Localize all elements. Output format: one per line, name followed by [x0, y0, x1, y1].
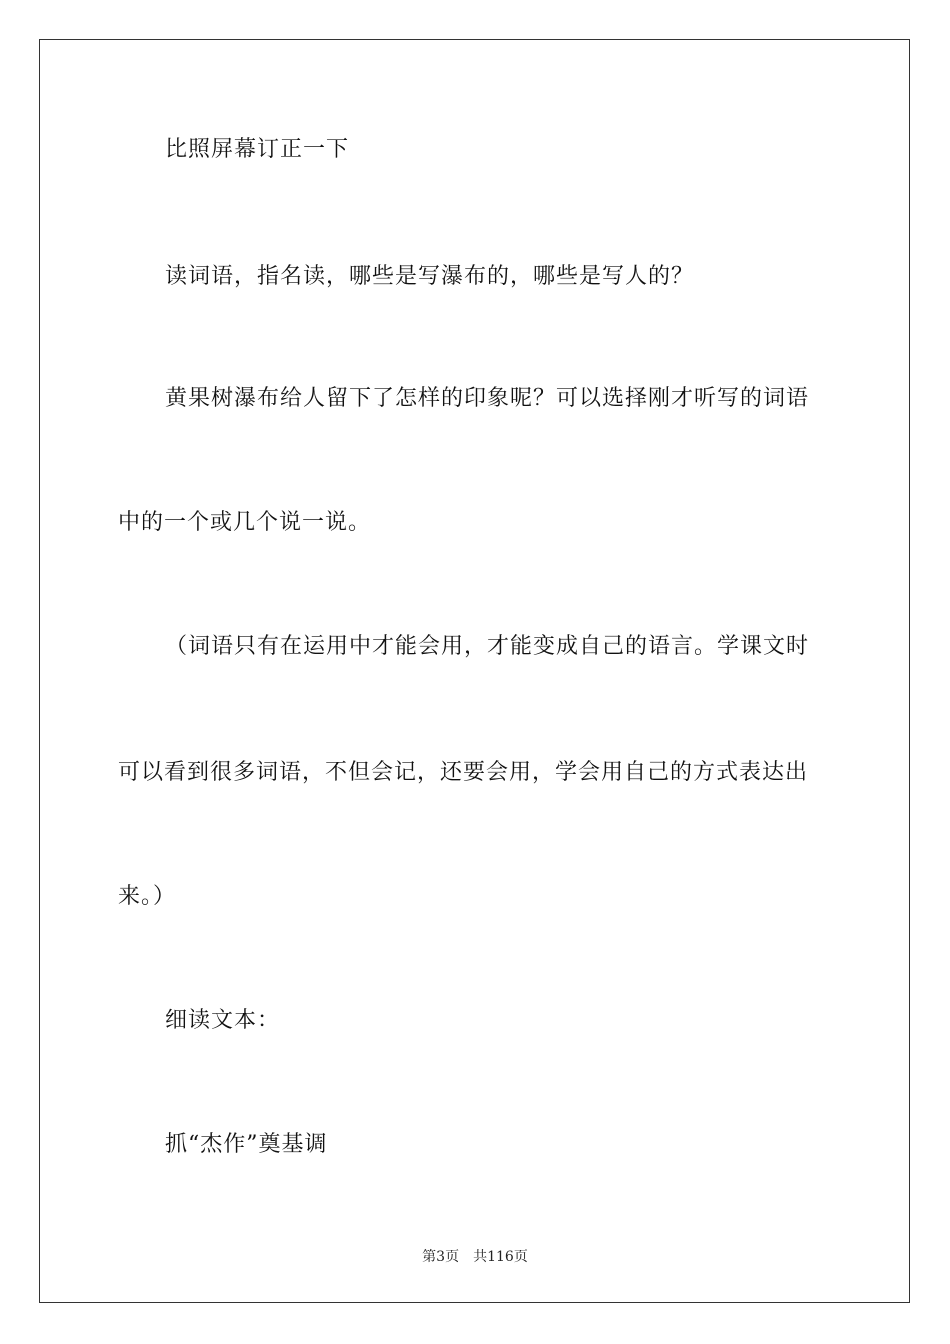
paragraph-line-7: 来。） [118, 884, 177, 909]
page-total: 共116页 [473, 1249, 528, 1265]
section-heading: 细读文本： [165, 1008, 281, 1033]
page-footer [0, 1247, 950, 1267]
page-border [39, 39, 910, 1303]
paragraph-line-1: 比照屏幕订正一下 [165, 137, 350, 162]
paragraph-line-2: 读词语，指名读，哪些是写瀑布的，哪些是写人的？ [165, 264, 695, 289]
paragraph-line-5: （词语只有在运用中才能会用，才能变成自己的语言。学课文时 [165, 634, 810, 659]
paragraph-line-3: 黄果树瀑布给人留下了怎样的印象呢？可以选择刚才听写的词语 [165, 386, 810, 411]
sub-heading: 抓“杰作”奠基调 [165, 1132, 328, 1157]
paragraph-line-6: 可以看到很多词语，不但会记，还要会用，学会用自己的方式表达出 [118, 760, 809, 785]
page-number: 第3页 [422, 1249, 460, 1265]
paragraph-line-4: 中的一个或几个说一说。 [118, 510, 372, 535]
